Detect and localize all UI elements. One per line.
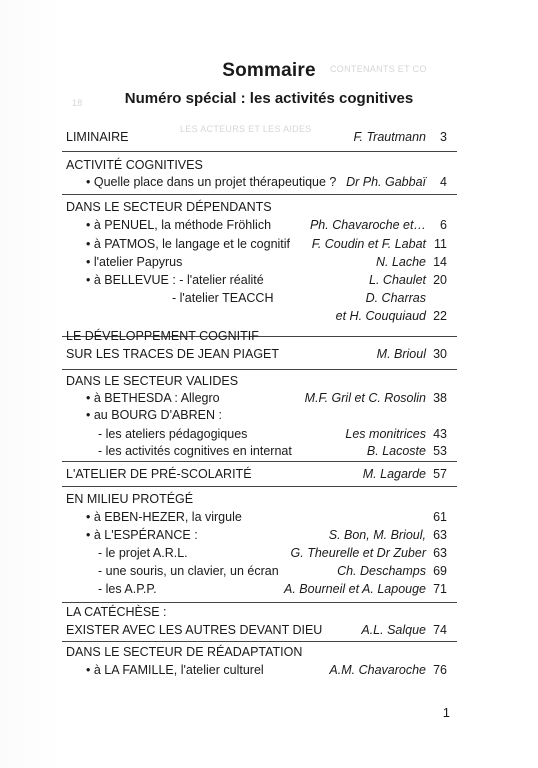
show-through-text: 18 bbox=[72, 98, 83, 108]
toc-entry-author: Les monitrices bbox=[345, 427, 426, 441]
toc-entry-page: 30 bbox=[433, 347, 447, 361]
toc-entry-label: EN MILIEU PROTÉGÉ bbox=[66, 492, 194, 506]
toc-entry[interactable] bbox=[0, 216, 538, 234]
toc-entry-author: M. Lagarde bbox=[362, 467, 426, 481]
toc-entry-label: DANS LE SECTEUR VALIDES bbox=[66, 374, 239, 388]
toc-entry-page: 69 bbox=[433, 564, 447, 578]
toc-entry-label: EXISTER AVEC LES AUTRES DEVANT DIEU bbox=[66, 623, 323, 637]
page-subtitle: Numéro spécial : les activités cognitives bbox=[124, 90, 414, 107]
toc-entry[interactable] bbox=[0, 253, 538, 271]
toc-entry-label: - les activités cognitives en internat bbox=[98, 444, 292, 458]
toc-entry-author: D. Charras bbox=[365, 291, 426, 305]
toc-entry-page: 38 bbox=[433, 391, 447, 405]
toc-entry[interactable] bbox=[0, 465, 538, 483]
toc-entry-label: • Quelle place dans un projet thérapeutique ? bbox=[86, 175, 337, 189]
toc-entry-author: G. Theurelle et Dr Zuber bbox=[290, 546, 426, 560]
toc-entry-author: Ch. Deschamps bbox=[337, 564, 426, 578]
toc-section-heading bbox=[0, 198, 538, 216]
toc-entry-label: • à PATMOS, le langage et le cognitif bbox=[86, 237, 291, 251]
toc-entry-label: • à PENUEL, la méthode Fröhlich bbox=[86, 218, 272, 232]
toc-section-heading bbox=[0, 643, 538, 661]
toc-entry-label: • l'atelier Papyrus bbox=[86, 255, 183, 269]
toc-entry-author: Ph. Chavaroche et… bbox=[309, 218, 426, 232]
toc-entry-page: 20 bbox=[433, 273, 447, 287]
section-divider bbox=[62, 369, 457, 370]
show-through-text: CONTENANTS ET CO bbox=[330, 64, 427, 74]
toc-entry-page: 22 bbox=[433, 309, 447, 323]
toc-entry-author: Dr Ph. Gabbaï bbox=[346, 175, 426, 189]
toc-entry-label: L'ATELIER DE PRÉ-SCOLARITÉ bbox=[66, 467, 252, 481]
toc-entry[interactable] bbox=[0, 173, 538, 191]
toc-entry-page: 74 bbox=[433, 623, 447, 637]
toc-entry-page: 14 bbox=[433, 255, 447, 269]
toc-entry-author: et H. Couquiaud bbox=[335, 309, 426, 323]
section-divider bbox=[62, 194, 457, 195]
toc-entry-author: S. Bon, M. Brioul, bbox=[328, 528, 426, 542]
toc-entry-page: 76 bbox=[433, 663, 447, 677]
toc-entry[interactable] bbox=[0, 544, 538, 562]
page-number: 1 bbox=[442, 705, 450, 720]
toc-entry-page: 63 bbox=[433, 546, 447, 560]
toc-entry[interactable] bbox=[0, 425, 538, 443]
section-divider bbox=[62, 486, 457, 487]
toc-entry-label: • à BETHESDA : Allegro bbox=[86, 391, 220, 405]
toc-entry-page: 61 bbox=[433, 510, 447, 524]
toc-entry-label: LE DÉVELOPPEMENT COGNITIF bbox=[66, 329, 259, 343]
page-title: Sommaire bbox=[222, 60, 316, 81]
toc-section-heading bbox=[0, 156, 538, 174]
toc-entry[interactable] bbox=[0, 526, 538, 544]
toc-entry-label: • à EBEN-HEZER, la virgule bbox=[86, 510, 242, 524]
toc-entry[interactable] bbox=[0, 271, 538, 289]
toc-entry-author: A.M. Chavaroche bbox=[329, 663, 426, 677]
toc-entry-label: DANS LE SECTEUR DE RÉADAPTATION bbox=[66, 645, 303, 659]
toc-entry-label: SUR LES TRACES DE JEAN PIAGET bbox=[66, 347, 280, 361]
toc-entry-page: 4 bbox=[440, 175, 447, 189]
toc-entry[interactable] bbox=[0, 289, 538, 307]
toc-entry[interactable] bbox=[0, 621, 538, 639]
toc-entry[interactable] bbox=[0, 128, 538, 146]
toc-entry-label: LA CATÉCHÈSE : bbox=[66, 605, 167, 619]
toc-entry-label: ACTIVITÉ COGNITIVES bbox=[66, 158, 203, 172]
toc-entry-page: 57 bbox=[433, 467, 447, 481]
toc-entry-page: 63 bbox=[433, 528, 447, 542]
toc-entry[interactable] bbox=[0, 442, 538, 460]
toc-entry[interactable] bbox=[0, 508, 538, 526]
toc-entry-author: A.L. Salque bbox=[361, 623, 426, 637]
toc-entry-author: M. Brioul bbox=[376, 347, 426, 361]
toc-entry-label: • à BELLEVUE : - l'atelier réalité bbox=[86, 273, 264, 287]
toc-entry-label: - les A.P.P. bbox=[98, 582, 157, 596]
toc-entry-author: F. Coudin et F. Labat bbox=[311, 237, 426, 251]
toc-entry-page: 6 bbox=[440, 218, 447, 232]
toc-entry-label: • à L'ESPÉRANCE : bbox=[86, 528, 198, 542]
toc-entry-label: DANS LE SECTEUR DÉPENDANTS bbox=[66, 200, 272, 214]
toc-entry-page: 3 bbox=[440, 130, 447, 144]
toc-entry-author: M.F. Gril et C. Rosolin bbox=[304, 391, 426, 405]
toc-entry-page: 43 bbox=[433, 427, 447, 441]
toc-entry-author: F. Trautmann bbox=[353, 130, 426, 144]
show-through-text: LES ACTEURS ET LES AIDES bbox=[180, 124, 312, 134]
toc-entry[interactable] bbox=[0, 235, 538, 253]
toc-entry-label: - le projet A.R.L. bbox=[98, 546, 188, 560]
toc-entry-label: - l'atelier TEACCH bbox=[172, 291, 274, 305]
toc-entry-label: • au BOURG D'ABREN : bbox=[86, 408, 222, 422]
section-divider bbox=[62, 641, 457, 642]
toc-entry-author: N. Lache bbox=[375, 255, 426, 269]
toc-section-heading bbox=[0, 372, 538, 390]
toc-entry-page: 53 bbox=[433, 444, 447, 458]
toc-entry-page: 71 bbox=[433, 582, 447, 596]
toc-entry-label: • à LA FAMILLE, l'atelier culturel bbox=[86, 663, 264, 677]
toc-entry-label: LIMINAIRE bbox=[66, 130, 129, 144]
toc-section-heading bbox=[0, 406, 538, 424]
toc-entry-author: B. Lacoste bbox=[366, 444, 426, 458]
toc-section-heading bbox=[0, 490, 538, 508]
toc-section-heading bbox=[0, 327, 538, 345]
toc-entry-page: 11 bbox=[434, 237, 447, 251]
toc-entry[interactable] bbox=[0, 307, 538, 325]
section-divider bbox=[62, 461, 457, 462]
section-divider bbox=[62, 151, 457, 152]
toc-entry-label: - une souris, un clavier, un écran bbox=[98, 564, 279, 578]
toc-entry-label: - les ateliers pédagogiques bbox=[98, 427, 248, 441]
toc-section-heading bbox=[0, 603, 538, 621]
toc-entry-author: L. Chaulet bbox=[369, 273, 426, 287]
toc-entry-author: A. Bourneil et A. Lapouge bbox=[284, 582, 426, 596]
toc-entry[interactable] bbox=[0, 562, 538, 580]
toc-entry[interactable] bbox=[0, 389, 538, 407]
toc-entry[interactable] bbox=[0, 345, 538, 363]
toc-entry[interactable] bbox=[0, 580, 538, 598]
toc-entry[interactable] bbox=[0, 661, 538, 679]
